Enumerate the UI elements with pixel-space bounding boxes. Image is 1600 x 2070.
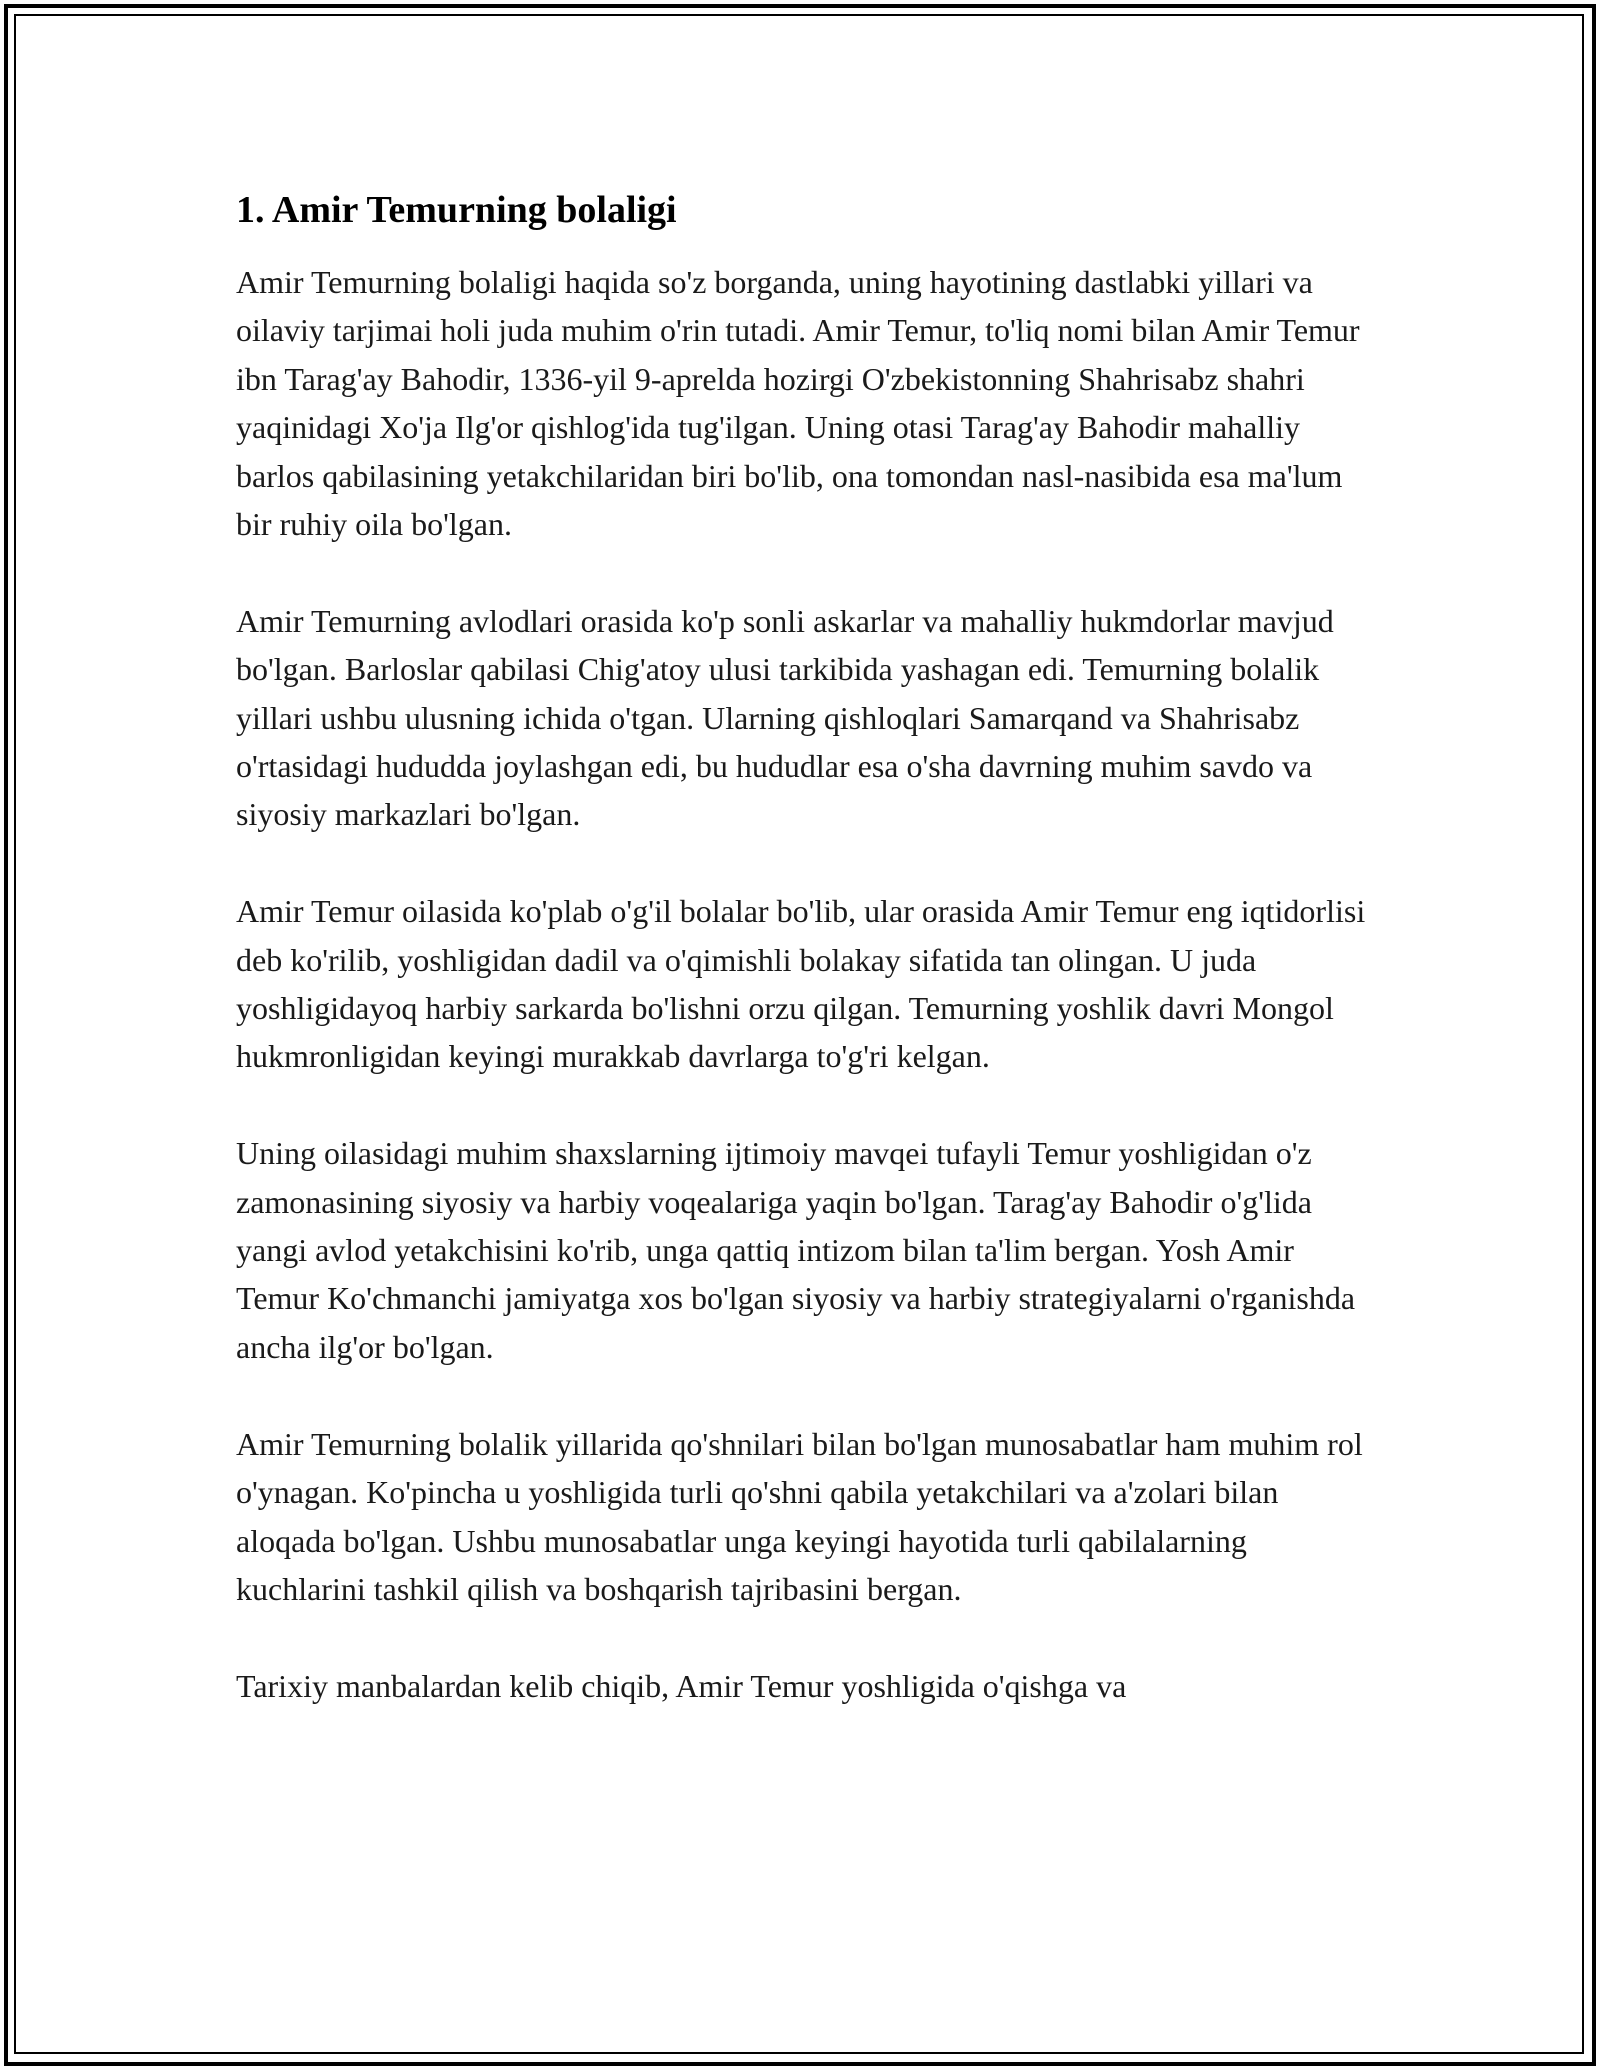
- paragraph-3: Amir Temur oilasida ko'plab o'g'il bolalar bo'lib, ular orasida Amir Temur eng iqtidorlisi deb ko'rilib, yoshligidan dadil va o'qimishli bolakay sifatida tan olingan. U juda yoshligidayoq harbiy sarkarda bo'lishni orzu qilgan. Temurning yoshlik davri Mongol hukmronligidan keyingi murakkab davrlarga to'g'ri kelgan.: [236, 893, 1366, 1075]
- document-body: [236, 186, 1376, 1710]
- paragraph-4: Uning oilasidagi muhim shaxslarning ijtimoiy mavqei tufayli Temur yoshligidan o'z zamonasining siyosiy va harbiy voqealariga yaqin bo'lgan. Tarag'ay Bahodir o'g'lida yangi avlod yetakchisini ko'rib, unga qattiq intizom bilan ta'lim bergan. Yosh Amir Temur Ko'chmanchi jamiyatga xos bo'lgan siyosiy va harbiy strategiyalarni o'rganishda ancha ilg'or bo'lgan.: [236, 1135, 1356, 1365]
- paragraph-2: Amir Temurning avlodlari orasida ko'p sonli askarlar va mahalliy hukmdorlar mavjud bo'lgan. Barloslar qabilasi Chig'atoy ulusi tarkibida yashagan edi. Temurning bolalik yillari ushbu ulusning ichida o'tgan. Ularning qishloqlari Samarqand va Shahrisabz o'rtasidagi hududda joylashgan edi, bu hududlar esa o'sha davrning muhim savdo va siyosiy markazlari bo'lgan.: [236, 602, 1334, 833]
- paragraph-1: Amir Temurning bolaligi haqida so'z borganda, uning hayotining dastlabki yillari va oilaviy tarjimai holi juda muhim o'rin tutadi. Amir Temur, to'liq nomi bilan Amir Temur ibn Tarag'ay Bahodir, 1336-yil 9-aprelda hozirgi O'zbekistonning Shahrisabz shahri yaqinidagi Xo'ja Ilg'or qishlog'ida tug'ilgan. Uning otasi Tarag'ay Bahodir mahalliy barlos qabilasining yetakchilaridan biri bo'lib, ona tomondan nasl-nasibida esa ma'lum bir ruhiy oila bo'lgan.: [236, 264, 1360, 543]
- paragraph-5: Amir Temurning bolalik yillarida qo'shnilari bilan bo'lgan munosabatlar ham muhim rol o'ynagan. Ko'pincha u yoshligida turli qo'shni qabila yetakchilari va a'zolari bilan aloqada bo'lgan. Ushbu munosabatlar unga keyingi hayotida turli qabilalarning kuchlarini tashkil qilish va boshqarish tajribasini bergan.: [236, 1425, 1363, 1607]
- section-heading: 1. Amir Temurning bolaligi: [236, 189, 677, 231]
- paragraph-6: Tarixiy manbalardan kelib chiqib, Amir Temur yoshligida o'qishga va: [236, 1667, 1127, 1704]
